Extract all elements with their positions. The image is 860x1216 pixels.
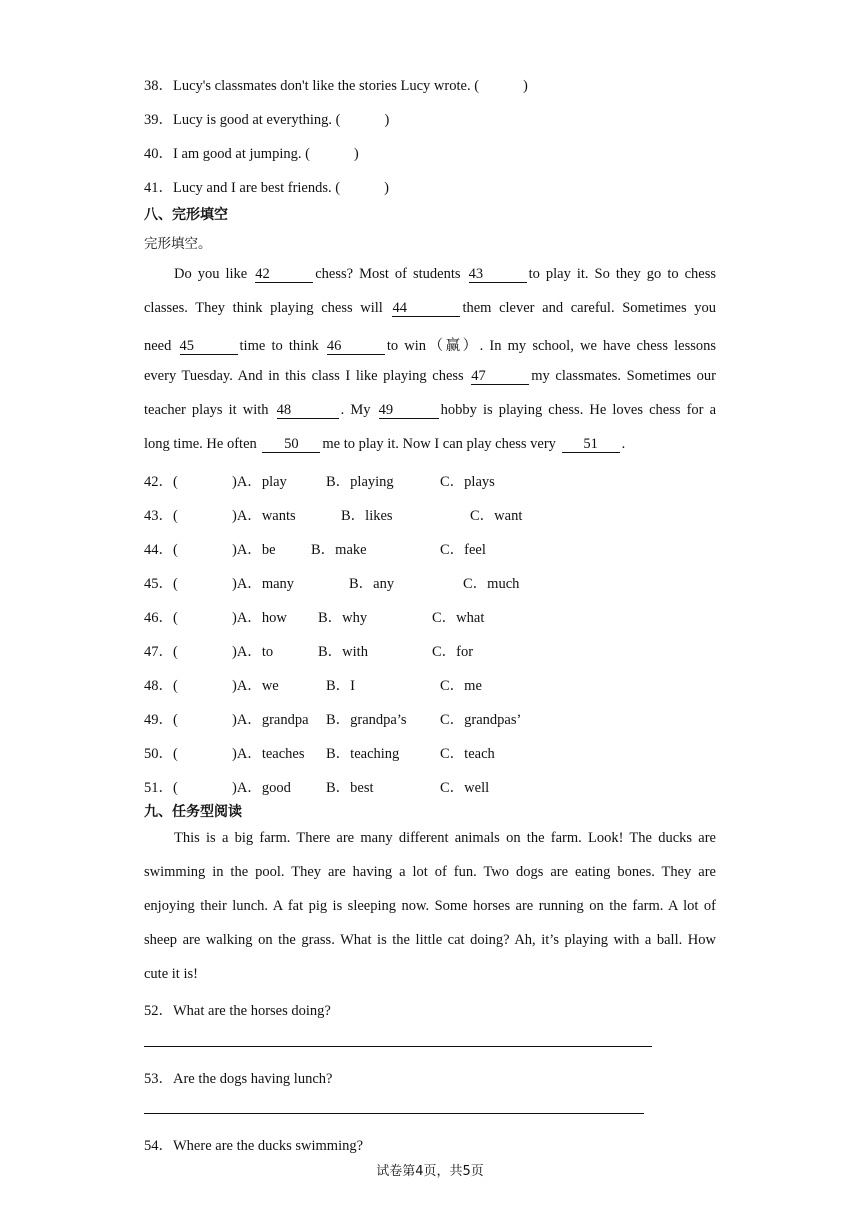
cloze-line-6: long time. He often 50 me to play it. Now I can play chess very 51 . xyxy=(144,436,626,452)
q48-option-a: )A．we xyxy=(232,678,279,694)
blank-46: 46 xyxy=(327,339,385,355)
q48-option-b: B．I xyxy=(326,678,356,694)
section-8-heading: 八、完形填空 xyxy=(144,207,228,223)
cloze-line-1: Do you like 42 chess? Most of students 43 to play it. So they go to chess xyxy=(174,266,717,282)
question-44: 44．( xyxy=(144,542,178,558)
question-45: 45．( xyxy=(144,576,178,592)
q43-option-c: C．want xyxy=(470,508,523,524)
q46-option-c: C．what xyxy=(432,610,485,626)
question-54: 54．Where are the ducks swimming? xyxy=(144,1138,364,1154)
section-8-instruction: 完形填空。 xyxy=(144,236,212,252)
cloze-line-3: need 45 time to think 46 to win（赢）. In my school, we have chess lessons xyxy=(144,338,717,354)
answer-line-52[interactable] xyxy=(144,1046,652,1047)
question-43: 43．( xyxy=(144,508,178,524)
q43-option-a: )A．wants xyxy=(232,508,296,524)
judge-item-41: 41．Lucy and I are best friends. ( ) xyxy=(144,180,389,196)
blank-49: 49 xyxy=(379,403,439,419)
q50-option-c: C．teach xyxy=(440,746,495,762)
answer-line-53[interactable] xyxy=(144,1113,644,1114)
q49-option-b: B．grandpa’s xyxy=(326,712,407,728)
question-49: 49．( xyxy=(144,712,178,728)
judge-item-40: 40．I am good at jumping. ( ) xyxy=(144,146,359,162)
blank-45: 45 xyxy=(180,339,238,355)
question-50: 50．( xyxy=(144,746,178,762)
page-footer: 试卷第4页，共5页 xyxy=(376,1164,484,1179)
q51-option-a: )A．good xyxy=(232,780,291,796)
question-46: 46．( xyxy=(144,610,178,626)
cloze-line-2: classes. They think playing chess will 44 them clever and careful. Sometimes you xyxy=(144,300,717,316)
question-47: 47．( xyxy=(144,644,178,660)
q42-option-c: C．plays xyxy=(440,474,495,490)
q47-option-b: B．with xyxy=(318,644,368,660)
cloze-line-4: every Tuesday. And in this class I like playing chess 47 my classmates. Sometimes our xyxy=(144,368,717,384)
reading-line-3: enjoying their lunch. A fat pig is sleeping now. Some horses are running on the farm. A lot of xyxy=(144,898,716,914)
q42-option-a: )A．play xyxy=(232,474,287,490)
q51-option-c: C．well xyxy=(440,780,490,796)
q45-option-c: C．much xyxy=(463,576,520,592)
blank-43: 43 xyxy=(469,267,527,283)
q47-option-a: )A．to xyxy=(232,644,274,660)
blank-47: 47 xyxy=(471,369,529,385)
reading-line-1: This is a big farm. There are many different animals on the farm. Look! The ducks are xyxy=(174,830,716,846)
q43-option-b: B．likes xyxy=(341,508,393,524)
question-53: 53．Are the dogs having lunch? xyxy=(144,1071,333,1087)
cloze-line-5: teacher plays it with 48 . My 49 hobby is playing chess. He loves chess for a xyxy=(144,402,717,418)
blank-48: 48 xyxy=(277,403,339,419)
question-42: 42．( xyxy=(144,474,178,490)
q50-option-a: )A．teaches xyxy=(232,746,305,762)
reading-line-2: swimming in the pool. They are having a lot of fun. Two dogs are eating bones. They are xyxy=(144,864,716,880)
question-48: 48．( xyxy=(144,678,178,694)
q46-option-a: )A．how xyxy=(232,610,287,626)
judge-item-38: 38．Lucy's classmates don't like the stories Lucy wrote. ( ) xyxy=(144,78,528,94)
blank-51: 51 xyxy=(562,437,620,453)
q46-option-b: B．why xyxy=(318,610,368,626)
q44-option-c: C．feel xyxy=(440,542,486,558)
q42-option-b: B．playing xyxy=(326,474,394,490)
question-52: 52．What are the horses doing? xyxy=(144,1003,331,1019)
q45-option-a: )A．many xyxy=(232,576,295,592)
question-51: 51．( xyxy=(144,780,178,796)
q49-option-c: C．grandpas’ xyxy=(440,712,522,728)
q44-option-a: )A．be xyxy=(232,542,276,558)
section-9-heading: 九、任务型阅读 xyxy=(144,804,242,820)
blank-50: 50 xyxy=(262,437,320,453)
reading-line-4: sheep are walking on the grass. What is the little cat doing? Ah, it’s playing with a ball. How xyxy=(144,932,716,948)
q51-option-b: B．best xyxy=(326,780,374,796)
q49-option-a: )A．grandpa xyxy=(232,712,309,728)
q45-option-b: B．any xyxy=(349,576,395,592)
q47-option-c: C．for xyxy=(432,644,474,660)
blank-44: 44 xyxy=(392,301,460,317)
q44-option-b: B．make xyxy=(311,542,367,558)
judge-item-39: 39．Lucy is good at everything. ( ) xyxy=(144,112,390,128)
reading-line-5: cute it is! xyxy=(144,966,198,982)
blank-42: 42 xyxy=(255,267,313,283)
q48-option-c: C．me xyxy=(440,678,482,694)
q50-option-b: B．teaching xyxy=(326,746,400,762)
